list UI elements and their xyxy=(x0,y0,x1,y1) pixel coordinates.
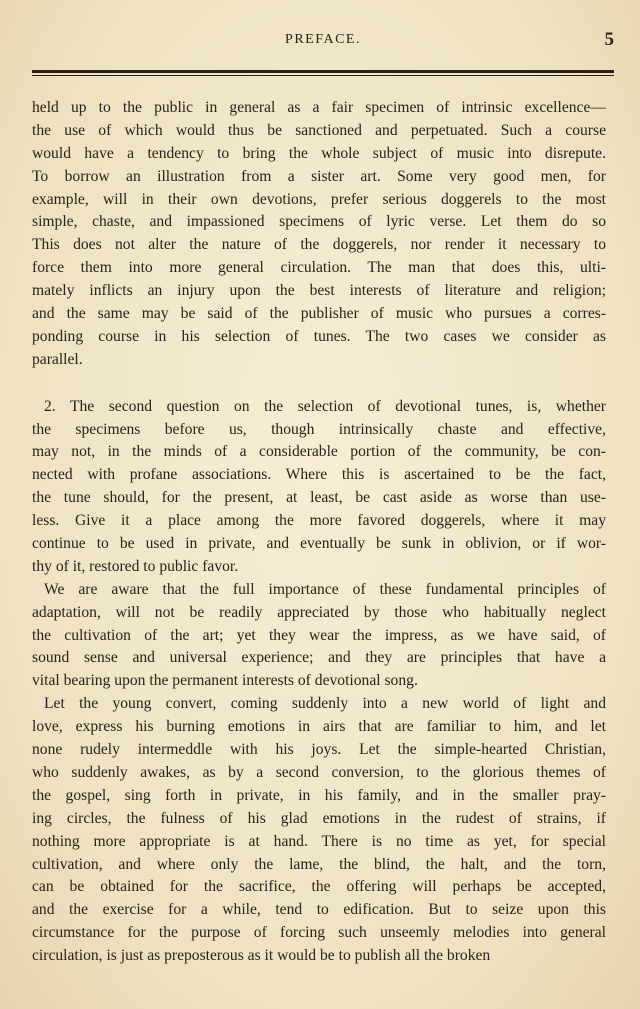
text-line: force them into more general circulation. The man that does this, ulti- xyxy=(32,259,606,277)
text-line: sound sense and universal experience; and they are principles that have a xyxy=(32,649,606,667)
text-line: example, will in their own devotions, prefer serious doggerels to the most xyxy=(32,190,606,208)
text-line: circulation, is just as preposterous as it would be to publish all the broken xyxy=(32,947,491,965)
page-number: 5 xyxy=(604,29,614,50)
text-line: nected with profane associations. Where this is ascertained to be the fact, xyxy=(32,466,606,484)
text-line: and the same may be said of the publisher of music who pursues a corres- xyxy=(32,305,606,323)
text-line: vital bearing upon the permanent interests of devotional song. xyxy=(32,672,418,690)
text-line: simple, chaste, and impassioned specimens of lyric verse. Let them do so xyxy=(32,213,606,231)
text-line: mately inflicts an injury upon the best interests of literature and religion; xyxy=(32,282,606,300)
text-line: parallel. xyxy=(32,350,83,368)
text-line: This does not alter the nature of the doggerels, nor render it necessary to xyxy=(32,236,606,254)
text-line: adaptation, will not be readily appreciated by those who habitually neglect xyxy=(32,603,606,621)
text-line: the tune should, for the present, at least, be cast aside as worse than use- xyxy=(32,489,606,507)
text-line: the use of which would thus be sanctioned and perpetuated. Such a course xyxy=(32,121,606,139)
text-line: and the exercise for a while, tend to edification. But to seize upon this xyxy=(32,901,606,919)
text-line: held up to the public in general as a fair specimen of intrinsic excellence— xyxy=(32,99,606,116)
text-line: continue to be used in private, and eventually be sunk in oblivion, or if wor- xyxy=(32,535,606,553)
text-line: less. Give it a place among the more favored doggerels, where it may xyxy=(32,512,606,530)
text-line: who suddenly awakes, as by a second conversion, to the glorious themes of xyxy=(32,763,606,781)
text-line: circumstance for the purpose of forcing such unseemly melodies into general xyxy=(32,924,606,942)
text-line: love, express his burning emotions in airs that are familiar to him, and let xyxy=(32,718,606,736)
text-line: nothing more appropriate is at hand. There is no time as yet, for special xyxy=(32,832,606,850)
text-line: the cultivation of the art; yet they wear the impress, as we have said, of xyxy=(32,626,606,644)
text-line: none rudely intermeddle with his joys. Let the simple-hearted Christian, xyxy=(32,741,606,759)
text-line: the gospel, sing forth in private, in his family, and in the smaller pray- xyxy=(32,786,606,804)
text-line: thy of it, restored to public favor. xyxy=(32,557,239,575)
page-header xyxy=(32,29,614,54)
paragraph xyxy=(32,693,606,968)
text-line: the specimens before us, though intrinsically chaste and effective, xyxy=(32,420,606,438)
text-line: can be obtained for the sacrifice, the offering will perhaps be accepted, xyxy=(32,878,606,896)
text-line: Let the young convert, coming suddenly into a new world of light and xyxy=(44,695,606,713)
text-line: ing circles, the fulness of his glad emotions in the rudest of strains, if xyxy=(32,809,606,827)
body-text xyxy=(32,97,606,968)
text-line: ponding course in his selection of tunes. The two cases we consider as xyxy=(32,327,606,345)
running-head: PREFACE. xyxy=(285,32,361,47)
text-line: To borrow an illustration from a sister art. Some very good men, for xyxy=(32,167,606,185)
header-rule xyxy=(32,70,614,76)
text-line: may not, in the minds of a considerable portion of the community, be con- xyxy=(32,443,606,461)
paragraph xyxy=(32,97,606,372)
paragraph xyxy=(32,579,606,693)
text-line: 2. The second question on the selection of devotional tunes, is, whether xyxy=(44,397,606,415)
text-line: would have a tendency to bring the whole subject of music into disrepute. xyxy=(32,144,606,162)
text-line: cultivation, and where only the lame, the blind, the halt, and the torn, xyxy=(32,855,606,873)
paragraph-gap xyxy=(32,372,606,396)
paragraph xyxy=(32,396,606,579)
text-line: We are aware that the full importance of these fundamental principles of xyxy=(44,580,606,598)
